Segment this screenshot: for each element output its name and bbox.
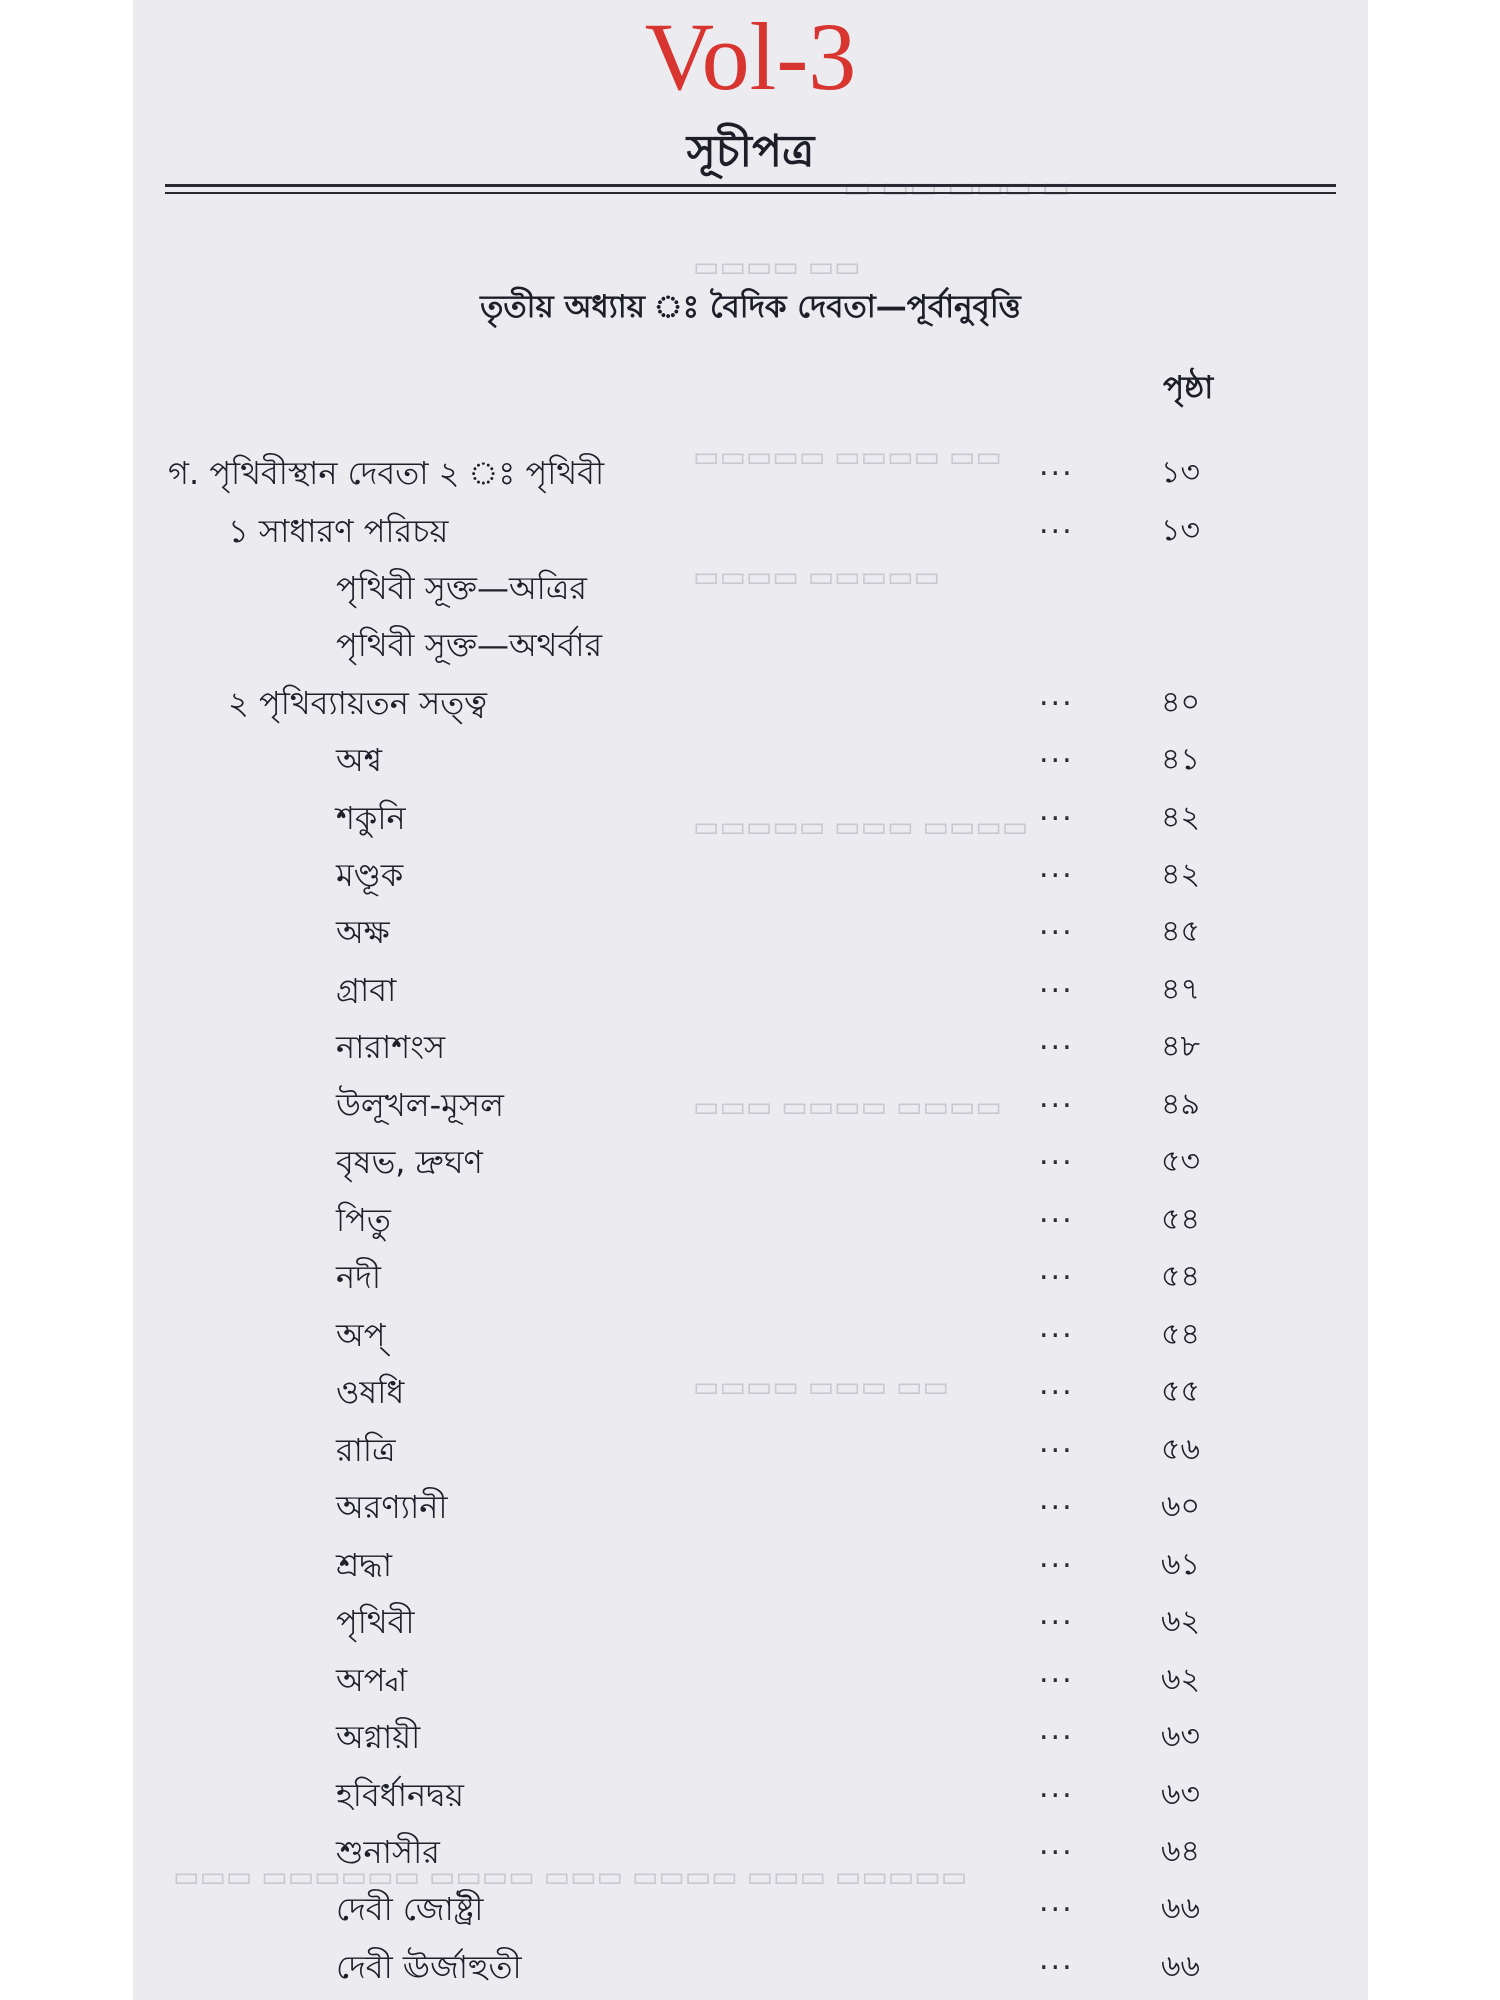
- leader-dots: ...: [1039, 448, 1074, 483]
- entry-page: ৫৪: [1161, 1259, 1200, 1294]
- entry-page: ৬০: [1161, 1489, 1201, 1524]
- leader-dots: ...: [1039, 793, 1074, 828]
- entry-label: বৃষভ, দ্রুঘণ: [336, 1143, 483, 1181]
- contents-row: [133, 448, 1368, 502]
- leader-dots: ...: [1039, 1655, 1074, 1690]
- entry-label: ১ সাধারণ পরিচয়: [228, 512, 449, 550]
- contents-row: [133, 1770, 1368, 1824]
- show-through-mark: ▭▭▭▭ ▭▭: [693, 250, 861, 283]
- entry-label: নদী: [336, 1258, 382, 1296]
- leader-dots: ...: [1039, 1540, 1074, 1575]
- contents-row: [133, 678, 1368, 732]
- chapter-heading: তৃতীয় অধ্যায় ঃ বৈদিক দেবতা—পূর্বানুবৃত্তি: [480, 289, 1021, 325]
- page-column-header: পৃষ্ঠা: [1163, 370, 1214, 406]
- contents-row: [133, 1367, 1368, 1421]
- entry-label: শুনাসীর: [336, 1833, 440, 1871]
- entry-page: ৬৩: [1161, 1719, 1201, 1754]
- entry-label: দেবী জোষ্ট্রী: [336, 1890, 484, 1928]
- contents-row: [133, 1712, 1368, 1766]
- contents-row: [133, 1482, 1368, 1536]
- leader-dots: ...: [1039, 1597, 1074, 1632]
- entry-label: অপ্বা: [336, 1661, 408, 1699]
- entry-page: ৬২: [1161, 1662, 1201, 1697]
- entry-page: ৫৩: [1161, 1144, 1200, 1179]
- contents-row: [133, 735, 1368, 789]
- leader-dots: ...: [1039, 1712, 1074, 1747]
- contents-row: [133, 793, 1368, 847]
- contents-row: [133, 1827, 1368, 1881]
- contents-row: [133, 1195, 1368, 1249]
- show-through-mark: ▭▭▭▭ ▭▭▭▭▭: [693, 560, 940, 593]
- entry-page: ৬৬: [1161, 1891, 1201, 1926]
- contents-row: [133, 1655, 1368, 1709]
- entry-page: ১৩: [1161, 455, 1200, 490]
- entry-page: ৪০: [1161, 685, 1200, 720]
- contents-row: [133, 506, 1368, 560]
- contents-row: [133, 1597, 1368, 1651]
- entry-page: ৪৮: [1161, 1029, 1200, 1064]
- entry-page: ৬৪: [1161, 1834, 1200, 1869]
- show-through-mark: ▭ ▭▭ ▭▭▭ ▭: [843, 170, 1071, 205]
- entry-page: ৬৩: [1161, 1777, 1201, 1812]
- entry-page: ৪১: [1161, 742, 1200, 777]
- contents-row: [133, 1310, 1368, 1364]
- entry-label: গ. পৃথিবীস্থান দেবতা ২ ঃ পৃথিবী: [168, 454, 605, 492]
- entry-page: ১৩: [1161, 513, 1200, 548]
- entry-page: ৪৯: [1161, 1087, 1200, 1122]
- entry-page: ৬২: [1161, 1604, 1201, 1639]
- entry-page: ৪৫: [1161, 914, 1200, 949]
- leader-dots: ...: [1039, 850, 1074, 885]
- contents-row: [133, 1137, 1368, 1191]
- entry-label: পৃথিবী সূক্ত—অথর্বার: [336, 626, 603, 664]
- leader-dots: ...: [1039, 1770, 1074, 1805]
- entry-label: পৃথিবী সূক্ত—অত্রির: [336, 569, 587, 607]
- entry-page: ৬৬: [1161, 1949, 1201, 1984]
- show-through-mark: ▭▭▭▭▭ ▭▭▭ ▭▭▭▭: [693, 810, 1029, 843]
- entry-label: নারাশংস: [336, 1028, 446, 1066]
- leader-dots: ...: [1039, 1022, 1074, 1057]
- show-through-mark: ▭▭▭ ▭▭▭▭ ▭▭▭▭: [693, 1090, 1002, 1123]
- page-title: সূচীপত্র: [686, 126, 815, 177]
- leader-dots: ...: [1039, 907, 1074, 942]
- entry-page: ৫৬: [1161, 1432, 1200, 1467]
- leader-dots: ...: [1039, 1310, 1074, 1345]
- entry-label: অগ্নায়ী: [336, 1718, 421, 1756]
- contents-row: [133, 1884, 1368, 1938]
- contents-row: [133, 1540, 1368, 1594]
- title-rule: [165, 192, 1336, 194]
- title-rule: [165, 184, 1336, 187]
- entry-page: ৫৪: [1161, 1317, 1200, 1352]
- leader-dots: ...: [1039, 1425, 1074, 1460]
- contents-row: [133, 907, 1368, 961]
- contents-row: [133, 1942, 1368, 1996]
- show-through-mark: ▭▭▭▭ ▭▭▭ ▭▭: [693, 1370, 949, 1403]
- entry-label: শকুনি: [336, 799, 406, 837]
- entry-label: উলূখল-মূসল: [336, 1086, 504, 1124]
- entry-page: ৪২: [1161, 857, 1200, 892]
- show-through-mark: ▭▭▭▭▭ ▭▭▭▭ ▭▭: [693, 440, 1002, 473]
- leader-dots: ...: [1039, 506, 1074, 541]
- entry-label: গ্রাবা: [336, 971, 397, 1009]
- contents-row: [133, 1080, 1368, 1134]
- entry-label: শ্রদ্ধা: [336, 1546, 393, 1584]
- contents-row: [133, 1425, 1368, 1479]
- leader-dots: ...: [1039, 1884, 1074, 1919]
- book-page: [133, 0, 1368, 2000]
- entry-label: অক্ষ: [336, 913, 390, 951]
- contents-row: [133, 563, 1368, 617]
- contents-row: [133, 1022, 1368, 1076]
- leader-dots: ...: [1039, 678, 1074, 713]
- entry-page: ৫৪: [1161, 1202, 1200, 1237]
- leader-dots: ...: [1039, 735, 1074, 770]
- entry-label: ওষধি: [336, 1373, 405, 1411]
- show-through-mark: ▭▭▭ ▭▭▭▭▭▭ ▭▭▭▭ ▭▭▭ ▭▭▭▭ ▭▭▭ ▭▭▭▭▭: [173, 1860, 968, 1893]
- entry-label: হবির্ধানদ্বয়: [336, 1776, 464, 1814]
- entry-label: মণ্ডূক: [336, 856, 404, 894]
- leader-dots: ...: [1039, 1195, 1074, 1230]
- contents-row: [133, 1252, 1368, 1306]
- entry-label: দেবী ঊর্জাহুতী: [336, 1948, 522, 1986]
- contents-row: [133, 620, 1368, 674]
- contents-row: [133, 965, 1368, 1019]
- entry-label: পৃথিবী: [336, 1603, 415, 1641]
- entry-label: রাত্রি: [336, 1431, 396, 1469]
- contents-row: [133, 850, 1368, 904]
- entry-label: পিতু: [336, 1201, 391, 1239]
- leader-dots: ...: [1039, 1827, 1074, 1862]
- leader-dots: ...: [1039, 1252, 1074, 1287]
- leader-dots: ...: [1039, 1080, 1074, 1115]
- leader-dots: ...: [1039, 965, 1074, 1000]
- leader-dots: ...: [1039, 1942, 1074, 1977]
- leader-dots: ...: [1039, 1137, 1074, 1172]
- entry-page: ৬১: [1161, 1547, 1200, 1582]
- entry-page: ৪২: [1161, 800, 1200, 835]
- entry-label: অরণ্যানী: [336, 1488, 448, 1526]
- leader-dots: ...: [1039, 1482, 1074, 1517]
- entry-page: ৫৫: [1161, 1374, 1200, 1409]
- leader-dots: ...: [1039, 1367, 1074, 1402]
- entry-label: ২ পৃথিব্যায়তন সত্ত্ব: [228, 684, 487, 722]
- entry-page: ৪৭: [1161, 972, 1200, 1007]
- entry-label: অশ্ব: [336, 741, 382, 779]
- volume-stamp: Vol-3: [644, 3, 857, 110]
- entry-label: অপ্: [336, 1316, 386, 1354]
